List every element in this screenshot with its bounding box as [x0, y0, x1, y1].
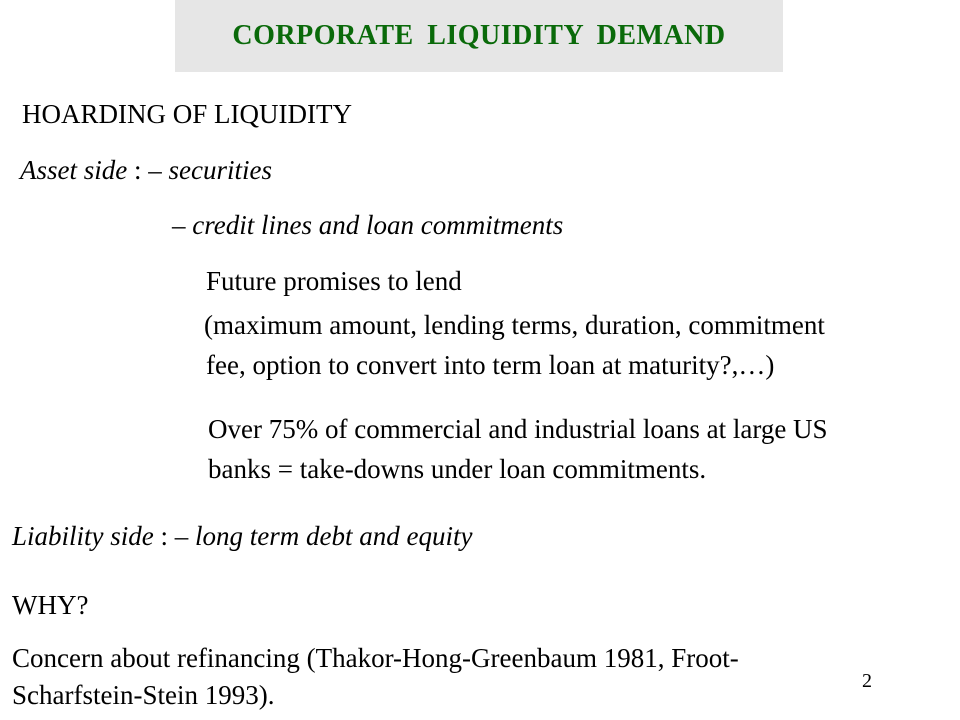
- slide-title-box: [175, 0, 783, 72]
- future-promises-line-1: Future promises to lend: [206, 266, 462, 296]
- liability-side-separator: :: [153, 521, 175, 551]
- slide-title: CORPORATE LIQUIDITY DEMAND: [232, 20, 726, 51]
- asset-item-credit-lines: – credit lines and loan commitments: [172, 210, 564, 240]
- liability-item: – long term debt and equity: [174, 521, 473, 551]
- concern-line-1: Concern about refinancing (Thakor-Hong-Greenbaum 1981, Froot-: [12, 643, 739, 673]
- liability-side-label: Liability side: [12, 521, 154, 551]
- future-promises-line-3: fee, option to convert into term loan at maturity?,…): [206, 350, 775, 380]
- asset-side-separator: :: [127, 155, 149, 185]
- asset-side-line: [20, 157, 272, 184]
- future-promises-line-2: (maximum amount, lending terms, duration, commitment: [204, 310, 825, 340]
- liability-side-line: [12, 523, 472, 550]
- asset-side-label: Asset side: [20, 155, 128, 185]
- why-heading: WHY?: [12, 590, 89, 620]
- concern-line-2: Scharfstein-Stein 1993).: [12, 680, 275, 710]
- page-number: 2: [862, 670, 872, 692]
- over-75-line-2: banks = take-downs under loan commitments.: [208, 454, 707, 484]
- section-heading: HOARDING OF LIQUIDITY: [22, 99, 352, 129]
- over-75-line-1: Over 75% of commercial and industrial loans at large US: [208, 414, 828, 444]
- asset-item-securities: – securities: [148, 155, 272, 185]
